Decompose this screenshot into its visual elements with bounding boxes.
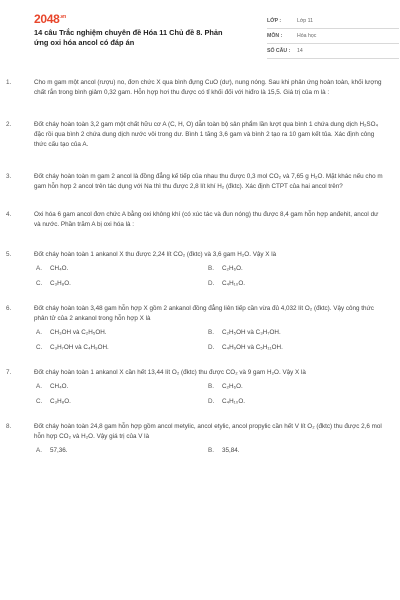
question-text: Đốt cháy hoàn toàn 1 ankanol X thu được 2,24 lít CO₂ (đktc) và 3,6 gam H₂O. Vậy X là [34, 251, 277, 258]
question-number: 4. [6, 211, 12, 218]
answer-option[interactable] [36, 343, 208, 358]
question-text: Cho m gam một ancol (rượu) no, đơn chức X qua bình đựng CuO (dư), nung nóng. Sau khi phản ứng hoàn toàn, khối lượng chất rắn trong bình giảm 0,32 gam. Hỗn hợp hơi thu được có tỉ khối đối với hiđro là 15,5. Giá trị của m là : [34, 79, 382, 96]
option-text: C₃H₇OH và C₄H₉OH. [50, 344, 109, 351]
option-text: CH₄O. [50, 383, 69, 390]
meta-row-count: SỐ CÂU : 14 [267, 44, 399, 59]
document-header [14, 0, 386, 62]
option-text: CH₄O. [50, 265, 69, 272]
question-number: 2. [6, 121, 12, 128]
answer-option[interactable] [208, 343, 380, 358]
question-text: Đốt cháy hoàn toàn 3,48 gam hỗn hợp X gồm 2 ankanol đồng đẳng liên tiếp cần vừa đủ 4,032 lít O₂ (đktc). Vậy công thức phân tử của 2 ankanol trong hỗn hợp X là [34, 305, 374, 322]
question-8 [6, 422, 385, 461]
answer-option[interactable] [208, 328, 380, 343]
answer-option[interactable] [208, 264, 380, 279]
answer-option[interactable] [36, 279, 208, 294]
answer-options [20, 264, 385, 294]
option-letter: C. [36, 344, 43, 351]
answer-option[interactable] [208, 279, 380, 294]
option-letter: B. [208, 329, 214, 336]
option-letter: B. [208, 265, 214, 272]
option-text: C₂H₅OH và C₃H₇OH. [222, 329, 281, 336]
question-5 [6, 250, 385, 294]
option-text: 35,84. [222, 447, 240, 454]
question-list [6, 78, 385, 471]
option-text: C₂H₆O. [222, 265, 243, 272]
question-text: Đốt cháy hoàn toàn m gam 2 ancol là đồng đẳng kế tiếp của nhau thu được 0,3 mol CO₂ và 7,65 g H₂O. Mặt khác nếu cho m gam hỗn hợp 2 ancol trên tác dụng với Na thì thu được 2,8 lít khí H₂ (đktc). Xác định CTPT của hai ancol trên? [34, 173, 383, 190]
meta-row-subject: MÔN : Hóa học [267, 29, 399, 44]
option-letter: A. [36, 329, 42, 336]
document-title: 14 câu Trắc nghiệm chuyên đề Hóa 11 Chủ đề 8. Phản ứng oxi hóa ancol có đáp án [34, 28, 223, 47]
question-number: 6. [6, 305, 12, 312]
document-meta [267, 14, 399, 59]
answer-option[interactable] [36, 382, 208, 397]
option-text: C₄H₉OH và C₅H₁₁OH. [222, 344, 283, 351]
question-1 [6, 78, 385, 98]
site-logo[interactable]: $2048^{.vn}$ [34, 12, 66, 26]
option-letter: A. [36, 383, 42, 390]
question-text: Đốt cháy hoàn toàn 24,8 gam hỗn hợp gồm ancol metylic, ancol etylic, ancol propylic cần hết V lít O₂ (đktc) thu được 2,6 mol hỗn hợp CO₂ và H₂O. Vậy giá trị của V là [34, 423, 382, 440]
question-number: 8. [6, 423, 12, 430]
question-number: 1. [6, 79, 12, 86]
option-letter: C. [36, 398, 43, 405]
question-number: 7. [6, 369, 12, 376]
option-letter: B. [208, 383, 214, 390]
option-text: C₄H₁₀O. [222, 280, 246, 287]
answer-options [20, 446, 385, 461]
question-3 [6, 172, 385, 192]
answer-option[interactable] [36, 264, 208, 279]
option-text: C₃H₈O. [50, 398, 71, 405]
question-number: 3. [6, 173, 12, 180]
answer-option[interactable] [36, 446, 208, 461]
option-letter: B. [208, 447, 214, 454]
option-text: C₄H₁₀O. [222, 398, 246, 405]
meta-row-class: LỚP : Lớp 11 [267, 14, 399, 29]
question-number: 5. [6, 251, 12, 258]
question-text: Oxi hóa 6 gam ancol đơn chức A bằng oxi không khí (có xúc tác và đun nóng) thu được 8,4 gam hỗn hợp anđehit, ancol dư và nước. Phần trăm A bị oxi hóa là : [34, 211, 379, 228]
option-letter: C. [36, 280, 43, 287]
option-letter: D. [208, 398, 215, 405]
answer-option[interactable] [208, 397, 380, 412]
question-text: Đốt cháy hoàn toàn 3,2 gam một chất hữu cơ A (C, H, O) dẫn toàn bộ sản phẩm lần lượt qua bình 1 chứa dung dịch H₂SO₄ đặc rồi qua bình 2 chứa dung dịch nước vôi trong dư. Bình 1 tăng 3,6 gam và bình 2 tạo ra 10 gam kết tủa. Xác định công thức cấu tạo của A. [34, 121, 379, 148]
answer-options [20, 382, 385, 412]
option-letter: D. [208, 280, 215, 287]
option-letter: A. [36, 265, 42, 272]
answer-option[interactable] [36, 397, 208, 412]
option-text: CH₃OH và C₂H₅OH. [50, 329, 107, 336]
answer-option[interactable] [208, 382, 380, 397]
answer-options [20, 328, 385, 358]
option-text: C₂H₆O. [222, 383, 243, 390]
answer-option[interactable] [36, 328, 208, 343]
question-7 [6, 368, 385, 412]
question-6 [6, 304, 385, 358]
answer-option[interactable] [208, 446, 380, 461]
question-2 [6, 120, 385, 150]
option-letter: D. [208, 344, 215, 351]
option-text: 57,36. [50, 447, 68, 454]
option-text: C₃H₈O. [50, 280, 71, 287]
question-4 [6, 210, 385, 230]
question-text: Đốt cháy hoàn toàn 1 ankanol X cần hết 13,44 lít O₂ (đktc) thu được CO₂ và 9 gam H₂O. Vậy X là [34, 369, 306, 376]
option-letter: A. [36, 447, 42, 454]
